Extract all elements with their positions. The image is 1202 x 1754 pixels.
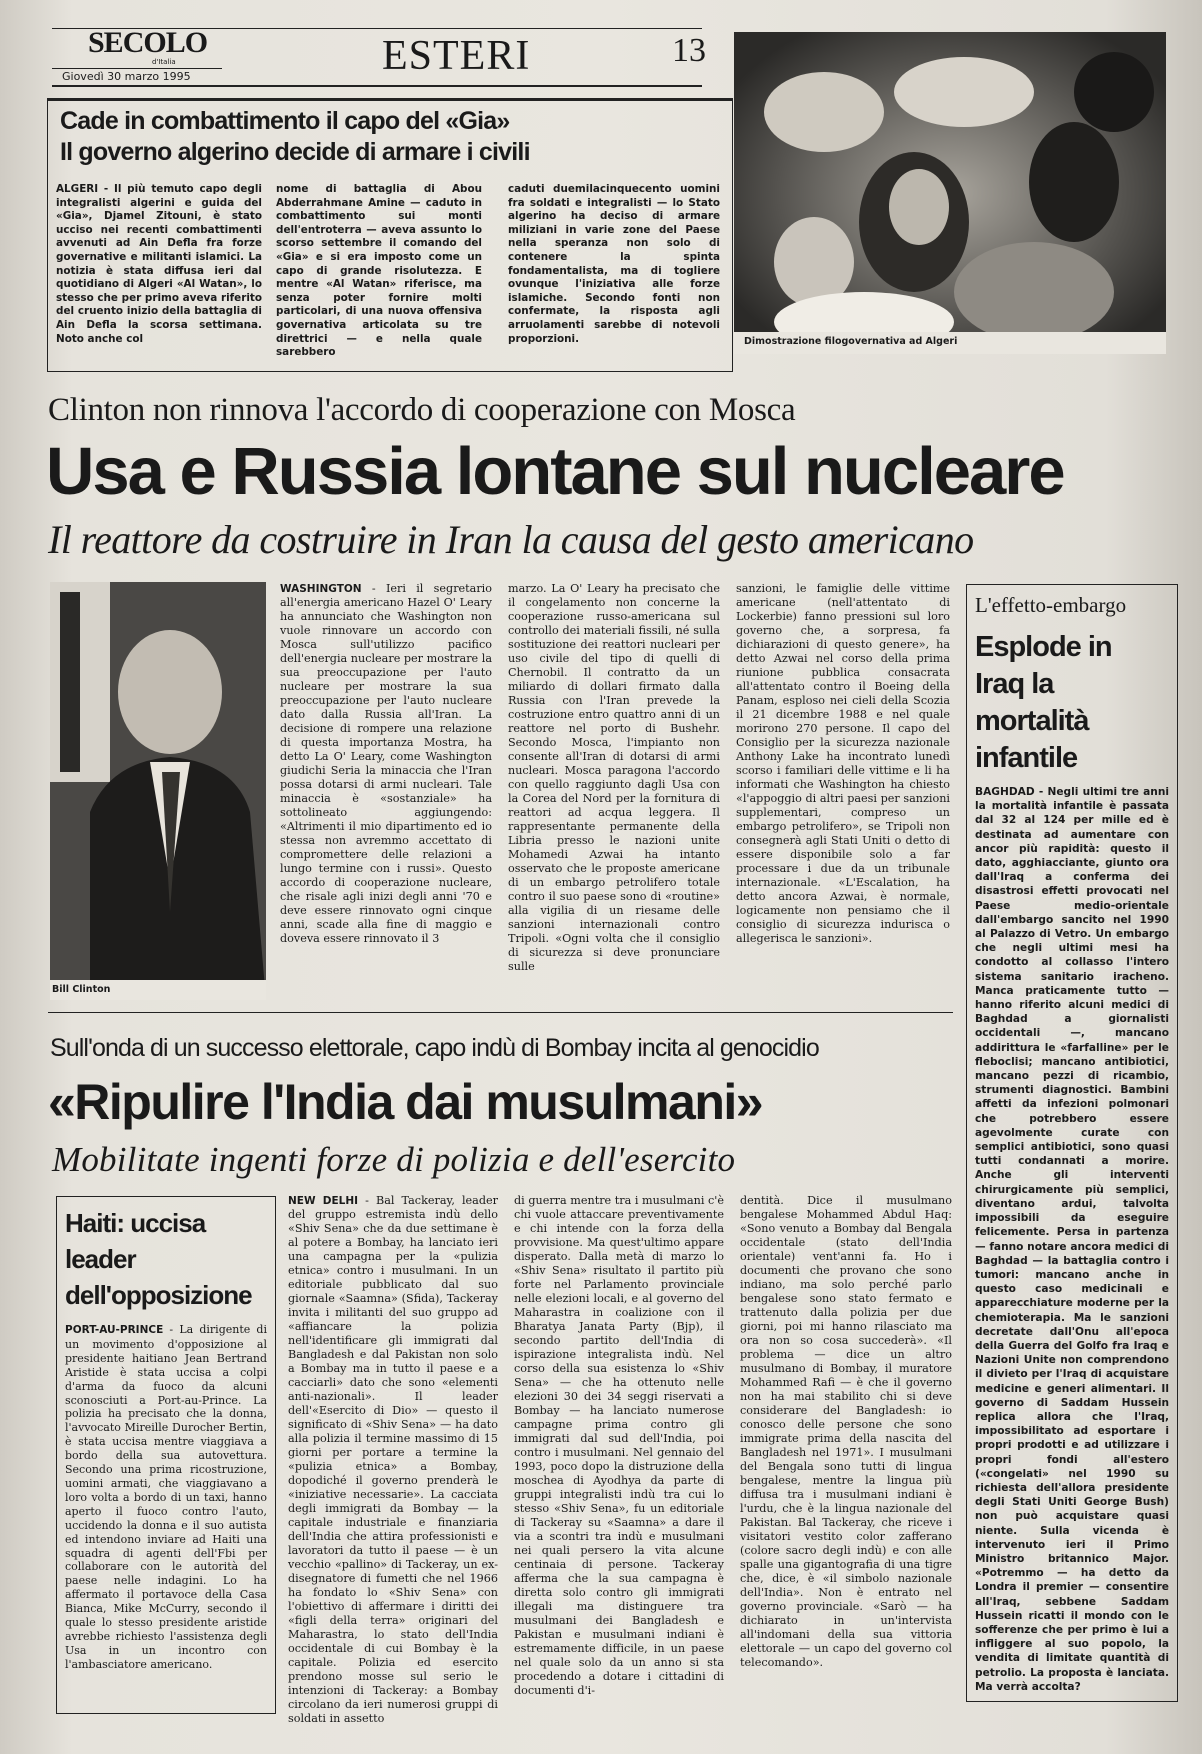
india-col3: dentità. Dice il musulmano bengalese Mohammed Abdul Haq: «Sono venuto a Bombay dal Bengala occidentale (stato dell'India orientale) vent'anni fa. Ho i documenti che provano che sono indiano, ma solo perché parlo bengalese sono stato fermato e trattenuto dalla polizia per due giorni, poi mi hanno rilasciato ma ora non so cosa succederà». «Il problema — dice un altro musulmano di Bombay, il muratore Mohammed Rafi — è che il governo non ha mai stabilito chi si deve considerare del Bangladesh: io conosco delle persone che sono immigrate prima della nascita del Bangladesh nel 1971». I musulmani del Bengala sono tutti di lingua bengalese, mentre la lingua più diffusa tra i musulmani indiani è l'urdu, che è la lingua nazionale del Pakistan. Bal Tackeray, che riceve i visitatori vestito color zafferano (colore sacro degli indù) e con alle spalle una gigantografia di una tigre che, dice, è «il simbolo nazionale dell'India». Non è entrato nel governo provinciale. «Sarò — ha dichiarato in un'intervista all'indomani della sua vittoria elettorale — un capo del governo col telecomando». [740,1194,952,1669]
gia-lead: ALGERI [56,183,99,195]
masthead-logo-sub: d'Italia [152,58,176,66]
newspaper-page: SECOLO d'Italia Giovedì 30 marzo 1995 ESTERI 13 Cade in combattimento il capo del «Gia» Il governo algerino decide di armare i civili ALGERI - Il più temuto capo degli integralisti algerini e guida del «Gia», Djamel Zitouni, è stato ucciso nei recenti combattimenti avvenuti ad Ain Defla fra forze governative e militanti islamici. La notizia è stata diffusa ieri dal quotidiano di Algeri «Al Watan», lo stesso che per primo aveva riferito del cruento inizio della battaglia di Ain Defla la scorsa settimana. Noto anche col nome di battaglia di Abou Abderrahmane Amine — caduto in combattimento sui monti dell'entroterra — aveva assunto lo scorso settembre il comando del «Gia» e si era imposto come un capo di grande risolutezza. E mentre «Al Watan» riferisce, ma senza poter fornire molti particolari, di una nuova offensiva governativa articolata su tre direttrici — e nella quale sarebbero caduti duemilacinquecento uomini fra soldati e integralisti — lo Stato algerino ha deciso di armare miliziani in varie zone del Paese nella speranza non solo di contenere la spinta fondamentalista, ma di togliere ovunque l'iniziativa alle forze islamiche. Secondo fonti non confermate, la risposta agli arruolamenti sarebbe di notevoli proporzioni. Dimostrazione filogovernativa ad Algeri Clinton non rinnova l'accordo di cooperazione con Mosca Usa e Russia lontane sul nucleare Il reattore da costruire in Iran la causa del gesto americano Bill Clinton WASHINGTON - Ieri il segretario all'energia americano Hazel O' Leary ha annunciato che Washington non vuole rinnovare un accordo con Mosca sull'utilizzo pacifico dell'energia nucleare per mostrare la sua preoccupazione per l'auto nucleare per mostrare la sua preoccupazione per l'auto nucleare dato dalla Russia all'Iran. La decisione di rompere una relazione di questa importanza Mostra, ha detto La O' Leary, come Washington giudichi Seria la minaccia che l'Iran possa dotarsi di armi nucleari. Tale minaccia è «sostanziale» ha sottolineato aggiungendo: «Altrimenti il mio dipartimento ed io stessa non avremmo accettato di compromettere delle relazioni a lungo termine con i russi». Questo accordo di cooperazione nucleare, che risale agli inizi degli anni '70 e deve essere rinnovato ogni cinque anni, scade alla fine di maggio e doveva essere rinnovato il 3 marzo. La O' Leary ha precisato che il congelamento non concerne la cooperazione russo-americana sul controllo dei materiali fissili, né sulla sostituzione dei reattori nucleari per uso civile del tipo di quelli di Chernobil. Il contratto da un miliardo di dollari firmato dalla Russia con l'Iran prevede la costruzione entro quattro anni di un reattore nel porto di Bushehr. Secondo Mosca, l'impianto non consente all'Iran di dotarsi di armi nucleari. Mosca paragona l'accordo con quello raggiunto dagli Usa con la Corea del Nord per la fornitura di reattori ad acqua leggera. Il rappresentante permanente della Libria presso le nazioni unite Mohamedi Azwai ha intanto osservato che le proposte americane di un embargo petrolifero totale contro il suo paese sono di «routine» alla vigilia di un riesame delle sanzioni internazionali contro Tripoli. «Ogni volta che il consiglio di sicurezza si deve pronunciare sulle sanzioni, le famiglie delle vittime americane (nell'attentato di Lockerbie) fanno pressioni sul loro governo che, a sorpresa, fa dichiarazioni di questo genere», ha detto Azwai nel corso della prima riunione pubblica consacrata all'attentato contro il Boeing della Panam, esploso nei cieli della Scozia il 21 dicembre 1988 e nel quale morirono 270 persone. Il capo del Consiglio per la sicurezza nazionale Anthony Lake ha incontrato lunedì scorso i familiari delle vittime e li ha informati che Washington ha chiesto «l'appoggio di altri paesi per sanzioni supplementari, compreso un embargo petrolifero», se Tripoli non consegnerà agli Stati Uniti o detto di essere disponibile solo a far processare i due da un tribunale internazionale. «L'Escalation, ha detto ancora Azwai, è normale, logicamente non pensiamo che il consiglio di sicurezza indurisca o allegerisca le sanzioni». L'effetto-embargo Esplode in Iraq la mortalità infantile BAGHDAD - Negli ultimi tre anni la mortalità infantile è passata dal 32 al 124 per mille ed è destinata ad aumentare con ancor più rapidità: questo il dato, agghiacciante, giunto ora dall'Iraq a conferma dei disastrosi effetti provocati nel Paese medio-orientale dall'embargo sancito nel 1990 al Palazzo di Vetro. Un embargo che negli ultimi mesi ha condotto al collasso l'intero sistema sanitario iracheno. Manca praticamente tutto — hanno riferito alcuni medici di Baghdad a giornalisti occidentali —, mancano addirittura le «farfalline» per le fleboclisi; mancano antibiotici, mancano pezzi di ricambio, strumenti diagnostici. Bambini affetti da infezioni polmonari che potrebbero essere agevolmente curate con semplici antibiotici, sono quasi tutti condannati a morire. Anche gli interventi chirurgicamente più semplici, diventano ardui, talvolta impossibili da eseguire felicemente. Persa in partenza — fanno notare ancora medici di Baghdad — la battaglia contro i tumori: mancano anche in questo caso medicinali e apparecchiature moderne per la chemioterapia. Ma le sanzioni decretate dall'Onu all'epoca della Guerra del Golfo fra Iraq e Nazioni Unite non comprendono il divieto per l'Iraq di acquistare medicine e generi alimentari. Il governo di Saddam Hussein replica allora che l'Iraq, impossibilitato ad esportare i propri prodotti e ad utilizzare i propri fondi all'estero («congelati» nel 1990 su richiesta dell'allora presidente degli Stati Uniti George Bush) non può acquistare quasi niente. Sulla vicenda è intervenuto ieri il Primo Ministro britannico Major. «Potremmo — ha detto da Londra il premier — consentire all'Iraq, sebbene Saddam Hussein ricatti il mondo con le sofferenze che per primo è lui a infliggere al suo popolo, la vendita di limitate quantità di petrolio. La proposta è lanciata. Ma verrà accolta? Sull'onda di un successo elettorale, capo indù di Bombay incita al genocidio «Ripulire l'India dai musulmani» Mobilitate ingenti forze di polizia e dell'esercito NEW DELHI - Bal Tackeray, leader del gruppo estremista indù dello «Shiv Sena» che da due settimane è al potere a Bombay, ha lanciato ieri una campagna per la «pulizia etnica» contro i musulmani. In un editoriale pubblicato dal suo giornale «Saamna» (Sfida), Tackeray invita i militanti del suo gruppo ad «affiancare la polizia nell'identificare gli immigrati dal Bangladesh e dal Pakistan non solo a Bombay ma in tutto il paese e a cacciarli» dato che sono «elementi anti-nazionali». Il leader dell'«Esercito di Dio» — questo il significato di «Shiv Sena» — ha dato alla polizia il termine massimo di 15 giorni per portare a termine la «pulizia etnica» a Bombay, dopodiché il governo prenderà le «iniziative necessarie». La cacciata degli immigrati da Bombay — la capitale industriale e finanziaria dell'India che attira professionisti e lavoratori da tutto il paese — è un vecchio «pallino» di Tackeray, un ex-disegnatore di fumetti che nel 1966 ha fondato lo «Shiv Sena» con l'obiettivo di affermare i diritti dei «figli della terra» originari del Maharastra, lo stato dell'India occidentale di cui Bombay è la capitale. Polizia ed esercito prendono mosse sul serio le intenzioni di Tackeray: a Bombay circolano da ieri numerosi gruppi di soldati in assetto di guerra mentre tra i musulmani c'è chi vuole attaccare preventivamente e chi intende con la forza della provvisione. Ma quest'ultimo appare disperato. Dalla metà di marzo lo «Shiv Sena» risultato il partito più forte nel Parlamento provinciale nelle elezioni locali, e al governo del Maharastra in coalizione con il Bharatya Janata Party (Bjp), il secondo partito dell'India di ispirazione integralista indù. Nel corso della sua esistenza lo «Shiv Sena» — che ha ottenuto nelle elezioni 30 dei 34 seggi riservati a Bombay — ha lanciato numerose campagne prima contro gli immigrati dal sud dell'India, poi contro i musulmani. Nel gennaio del 1993, poco dopo la distruzione della moschea di Ayodhya da parte di gruppi integralisti indù tra cui lo stesso «Shiv Sena», fu un editoriale di Tackeray su «Saamna» a dare il via a scontri tra indù e musulmani nei quali persero la vita alcune centinaia di persone. Tackeray afferma che la sua campagna è diretta solo contro gli immigrati illegali ma distinguere tra musulmani dei Bangladesh e Pakistan e musulmani indiani è estremamente difficile, in un paese nel quale solo da un anno si sta procedendo a dotare i cittadini di documenti d'i- dentità. Dice il musulmano bengalese Mohammed Abdul Haq: «Sono venuto a Bombay dal Bengala occidentale (stato dell'India orientale) vent'anni fa. Ho i documenti che provano che sono indiano, ma solo perché parlo bengalese sono stato fermato e trattenuto dalla polizia per due giorni, poi mi hanno rilasciato ma ora non so cosa succederà». «Il problema — dice un altro musulmano di Bombay, il muratore Mohammed Rafi — è che il governo non ha mai stabilito chi si deve considerare del Bangladesh: io conosco delle persone che sono immigrate prima della nascita del Bangladesh nel 1971». I musulmani del Bengala sono tutti di lingua bengalese, mentre la lingua più diffusa tra i musulmani indiani è l'urdu, che è la lingua nazionale del Pakistan. Bal Tackeray, che riceve i visitatori vestito color zafferano (colore sacro degli indù) e con alle spalle una gigantografia di una tigre che, dice, è «il simbolo nazionale dell'India». Non è entrato nel governo provinciale. «Sarò — ha dichiarato in un'intervista all'indomani della sua vittoria elettorale — un capo del governo col telecomando». Haiti: uccisa leader dell'opposizione PORT-AU-PRINCE - La dirigente di un movimento d'opposizione al presidente haitiano Jean Bertrand Aristide è stata uccisa a colpi d'arma da fuoco da alcuni sconosciuti a Port-au-Prince. La polizia ha precisato che la donna, l'avvocato Mireille Durocher Bertin, è stata uccisa mentre viaggiava a bordo della sua autovettura. Secondo una prima ricostruzione, uomini armati, che viaggiavano a loro volta a bordo di un taxi, hanno aperto il fuoco contro l'auto, uccidendo la donna e il suo autista ed intendono inviare ad Haiti una squadra di agenti dell'Fbi per collaborare con le autorità del paese nelle indagini. Lo ha affermato il portavoce della Casa Bianca, Mike McCurry, secondo il quale lo stesso presidente aristide avrebbe richiesto l'assistenza degli Usa in un incontro con l'ambasciatore americano. [0,0,1202,1754]
india-col1: Bal Tackeray, leader del gruppo estremista indù dello «Shiv Sena» che da due settimane è al potere a Bombay, ha lanciato ieri una campagna per la «pulizia etnica» contro i musulmani. In un editoriale pubblicato dal suo giornale «Saamna» (Sfida), Tackeray invita i militanti del suo gruppo ad «affiancare la polizia nell'identificare gli immigrati dal Bangladesh e dal Pakistan non solo a Bombay ma in tutto il paese e a cacciarli» dato che sono «elementi anti-nazionali». Il leader dell'«Esercito di Dio» — questo il significato di «Shiv Sena» — ha dato alla polizia il termine massimo di 15 giorni per portare a termine la «pulizia etnica» a Bombay, dopodiché il governo prenderà le «iniziative necessarie». La cacciata degli immigrati da Bombay — la capitale industriale e finanziaria dell'India che attira professionisti e lavoratori da tutto il paese — è un vecchio «pallino» di Tackeray, un ex-disegnatore di fumetti che nel 1966 ha fondato lo «Shiv Sena» con l'obiettivo di affermare i diritti dei «figli della terra» originari del Maharastra, lo stato dell'India occidentale di cui Bombay è la capitale. Polizia ed esercito prendono mosse sul serio le intenzioni di Tackeray: a Bombay circolano da ieri numerosi gruppi di soldati in assetto [288,1194,498,1725]
page-number: 13 [672,32,706,69]
algiers-demonstration-photo [734,32,1166,354]
gia-col1: Il più temuto capo degli integralisti algerini e guida del «Gia», Djamel Zitouni, è stato ucciso nei recenti combattimenti avvenuti ad Ain Defla fra forze governative e militanti islamici. La notizia è stata diffusa ieri dal quotidiano di Algeri «Al Watan», lo stesso che per primo aveva riferito del cruento inizio della battaglia di Ain Defla la scorsa settimana. Noto anche col [56,183,262,345]
clinton-image [50,582,266,1000]
bill-clinton-photo [50,582,266,1000]
iraq-sidebar: L'effetto-embargo Esplode in Iraq la mortalità infantile BAGHDAD - Negli ultimi tre anni la mortalità infantile è passata dal 32 al 124 per mille ed è destinata ad aumentare con ancor più rapidità: questo il dato, agghiacciante, giunto ora dall'Iraq a conferma dei disastrosi effetti provocati nel Paese medio-orientale dall'embargo sancito nel 1990 al Palazzo di Vetro. Un embargo che negli ultimi mesi ha condotto al collasso l'intero sistema sanitario iracheno. Manca praticamente tutto — hanno riferito alcuni medici di Baghdad a giornalisti occidentali —, mancano addirittura le «farfalline» per le fleboclisi; mancano antibiotici, mancano pezzi di ricambio, strumenti diagnostici. Bambini affetti da infezioni polmonari che potrebbero essere agevolmente curate con semplici antibiotici, sono quasi tutti condannati a morire. Anche gli interventi chirurgicamente più semplici, diventano ardui, talvolta impossibili da eseguire felicemente. Persa in partenza — fanno notare ancora medici di Baghdad — la battaglia contro i tumori: mancano anche in questo caso medicinali e apparecchiature moderne per la chemioterapia. Ma le sanzioni decretate dall'Onu all'epoca della Guerra del Golfo fra Iraq e Nazioni Unite non comprendono il divieto per l'Iraq di acquistare medicine e generi alimentari. Il governo di Saddam Hussein replica allora che l'Iraq, impossibilitato ad esportare i propri prodotti e ad utilizzare i propri fondi all'estero («congelati» nel 1990 su richiesta dell'allora presidente degli Stati Uniti George Bush) non può acquistare quasi niente. Sulla vicenda è intervenuto ieri il Primo Ministro britannico Major. «Potremmo — ha detto da Londra il premier — consentire all'Iraq, sebbene Saddam Hussein ricatti il mondo con le sofferenze che per primo è lui a infliggere al suo popolo, la vendita di limitate quantità di petrolio. La proposta è lanciata. Ma verrà accolta? [966,584,1178,1702]
nuclear-col3: sanzioni, le famiglie delle vittime americane (nell'attentato di Lockerbie) fanno pressioni sul loro governo che, a sorpresa, fa dichiarazioni di questo genere», ha detto Azwai nel corso della prima riunione pubblica consacrata all'attentato contro il Boeing della Panam, esploso nei cieli della Scozia il 21 dicembre 1988 e nel quale morirono 270 persone. Il capo del Consiglio per la sicurezza nazionale Anthony Lake ha incontrato lunedì scorso i familiari delle vittime e li ha informati che Washington ha chiesto «l'appoggio di altri paesi per sanzioni supplementari, compreso un embargo petrolifero», se Tripoli non consegnerà agli Stati Uniti o detto di essere disponibile solo a far processare i due da un tribunale internazionale. «L'Escalation, ha detto ancora Azwai, è normale, logicamente non pensiamo che il consiglio di sicurezza indurisca o allegerisca le sanzioni». [736,582,950,945]
india-subhead: Mobilitate ingenti forze di polizia e dell'esercito [52,1140,736,1179]
masthead-date: Giovedì 30 marzo 1995 [62,70,191,83]
masthead-logo: SECOLO [88,26,208,59]
clinton-photo-caption: Bill Clinton [52,984,111,995]
india-kicker: Sull'onda di un successo elettorale, capo indù di Bombay incita al genocidio [50,1034,819,1062]
gia-article: Cade in combattimento il capo del «Gia» Il governo algerino decide di armare i civili ALGERI - Il più temuto capo degli integralisti algerini e guida del «Gia», Djamel Zitouni, è stato ucciso nei recenti combattimenti avvenuti ad Ain Defla fra forze governative e militanti islamici. La notizia è stata diffusa ieri dal quotidiano di Algeri «Al Watan», lo stesso che per primo aveva riferito del cruento inizio della battaglia di Ain Defla la scorsa settimana. Noto anche col nome di battaglia di Abou Abderrahmane Amine — caduto in combattimento sui monti dell'entroterra — aveva assunto lo scorso settembre il comando del «Gia» e si era imposto come un capo di grande risolutezza. E mentre «Al Watan» riferisce, ma senza poter fornire molti particolari, di una nuova offensiva governativa articolata su tre direttrici — e nella quale sarebbero caduti duemilacinquecento uomini fra soldati e integralisti — lo Stato algerino ha deciso di armare miliziani in varie zone del Paese nella speranza non solo di contenere la spinta fondamentalista, ma di togliere ovunque l'iniziativa alle forze islamiche. Secondo fonti non confermate, la risposta agli arruolamenti sarebbe di notevoli proporzioni. [47,98,733,372]
india-lead: NEW DELHI [288,1195,359,1207]
nuclear-subhead: Il reattore da costruire in Iran la causa del gesto americano [48,517,974,562]
nuclear-headline: Usa e Russia lontane sul nucleare [46,434,1064,509]
nuclear-col2: marzo. La O' Leary ha precisato che il congelamento non concerne la cooperazione russo-americana sul controllo dei materiali fissili, né sulla sostituzione dei reattori nucleari per uso civile del tipo di quelli di Chernobil. Il contratto da un miliardo di dollari firmato dalla Russia con l'Iran prevede la costruzione entro quattro anni di un reattore nel porto di Bushehr. Secondo Mosca, l'impianto non consente all'Iran di dotarsi di armi nucleari. Mosca paragona l'accordo con quello raggiunto dagli Usa con la Corea del Nord per la fornitura di reattori ad acqua leggera. Il rappresentante permanente della Libria presso le nazioni unite Mohamedi Azwai ha intanto osservato che le proposte americane di un embargo petrolifero totale contro il suo paese sono di «routine» alla vigilia di un riesame delle sanzioni internazionali contro Tripoli. «Ogni volta che il consiglio di sicurezza si deve pronunciare sulle [508,582,720,973]
india-headline: «Ripulire l'India dai musulmani» [48,1074,763,1130]
haiti-article: Haiti: uccisa leader dell'opposizione PORT-AU-PRINCE - La dirigente di un movimento d'opposizione al presidente haitiano Jean Bertrand Aristide è stata uccisa a colpi d'arma da fuoco da alcuni sconosciuti a Port-au-Prince. La polizia ha precisato che la donna, l'avvocato Mireille Durocher Bertin, è stata uccisa mentre viaggiava a bordo della sua autovettura. Secondo una prima ricostruzione, uomini armati, che viaggiavano a loro volta a bordo di un taxi, hanno aperto il fuoco contro l'auto, uccidendo la donna e il suo autista ed intendono inviare ad Haiti una squadra di agenti dell'Fbi per collaborare con le autorità del paese nelle indagini. Lo ha affermato il portavoce della Casa Bianca, Mike McCurry, secondo il quale lo stesso presidente aristide avrebbe richiesto l'assistenza degli Usa in un incontro con l'ambasciatore americano. [56,1196,276,1714]
section-title: ESTERI [382,33,531,79]
nuclear-lead: WASHINGTON [280,583,362,595]
haiti-headline: Haiti: uccisa leader dell'opposizione [65,1208,252,1310]
haiti-text: La dirigente di un movimento d'opposizione al presidente haitiano Jean Bertrand Aristide è stata uccisa a colpi d'arma da fuoco da alcuni sconosciuti a Port-au-Prince. La polizia ha precisato che la donna, l'avvocato Mireille Durocher Bertin, è stata uccisa mentre viaggiava a bordo della sua autovettura. Secondo una prima ricostruzione, uomini armati, che viaggiavano a loro volta a bordo di un taxi, hanno aperto il fuoco contro l'auto, uccidendo la donna e il suo autista ed intendono inviare ad Haiti una squadra di agenti dell'Fbi per collaborare con le autorità del paese nelle indagini. Lo ha affermato il portavoce della Casa Bianca, Mike McCurry, secondo il quale lo stesso presidente aristide avrebbe richiesto l'assistenza degli Usa in un incontro con l'ambasciatore americano. [65,1323,267,1671]
iraq-kicker: L'effetto-embargo [975,593,1127,617]
iraq-lead: BAGHDAD [975,786,1035,798]
gia-headline-1: Cade in combattimento il capo del «Gia» [60,107,510,135]
nuclear-col1: Ieri il segretario all'energia americano Hazel O' Leary ha annunciato che Washington non vuole rinnovare un accordo con Mosca sull'utilizzo pacifico dell'energia nucleare per mostrare la sua preoccupazione per l'auto nucleare per mostrare la sua preoccupazione per l'auto nucleare dato dalla Russia all'Iran. La decisione di rompere una relazione di questa importanza Mostra, ha detto La O' Leary, come Washington giudichi Seria la minaccia che l'Iran possa dotarsi di armi nucleari. Tale minaccia è «sostanziale» ha sottolineato aggiungendo: «Altrimenti il mio dipartimento ed io stessa non avremmo accettato di compromettere delle relazioni a lungo termine con i russi». Questo accordo di cooperazione nucleare, che risale agli inizi degli anni '70 e deve essere rinnovato ogni cinque anni, scade alla fine di maggio e doveva essere rinnovato il 3 [280,582,492,945]
gia-col2: nome di battaglia di Abou Abderrahmane Amine — caduto in combattimento sui monti dell'entroterra — aveva assunto lo scorso settembre il comando del «Gia» e si era imposto come un capo di grande risolutezza. E mentre «Al Watan» riferisce, ma senza poter fornire molti particolari, di una nuova offensiva governativa articolata su tre direttrici — e nella quale sarebbero [276,183,482,359]
gia-headline-2: Il governo algerino decide di armare i civili [60,138,530,166]
iraq-headline: Esplode in Iraq la mortalità infantile [975,631,1112,774]
iraq-text: Negli ultimi tre anni la mortalità infantile è passata dal 32 al 124 per mille ed è destinata ad aumentare con ancor più rapidità: questo il dato, agghiacciante, giunto ora dall'Iraq a conferma dei disastrosi effetti provocati nel Paese medio-orientale dall'embargo sancito nel 1990 al Palazzo di Vetro. Un embargo che negli ultimi mesi ha condotto al collasso l'intero sistema sanitario iracheno. Manca praticamente tutto — hanno riferito alcuni medici di Baghdad a giornalisti occidentali —, mancano addirittura le «farfalline» per le fleboclisi; mancano antibiotici, mancano pezzi di ricambio, strumenti diagnostici. Bambini affetti da infezioni polmonari che potrebbero essere agevolmente curate con semplici antibiotici, sono quasi tutti condannati a morire. Anche gli interventi chirurgicamente più semplici, diventano ardui, talvolta impossibili da eseguire felicemente. Persa in partenza — fanno notare ancora medici di Baghdad — la battaglia contro i tumori: mancano anche in questo caso medicinali e apparecchiature moderne per la chemioterapia. Ma le sanzioni decretate dall'Onu all'epoca della Guerra del Golfo fra Iraq e Nazioni Unite non comprendono il divieto per l'Iraq di acquistare medicine e generi alimentari. Il governo di Saddam Hussein replica allora che l'Iraq, impossibilitato ad esportare i propri prodotti e ad utilizzare i propri fondi all'estero («congelati» nel 1990 su richiesta dell'allora presidente degli Stati Uniti George Bush) non può acquistare quasi niente. Sulla vicenda è intervenuto ieri il Primo Ministro britannico Major. «Potremmo — ha detto da Londra il premier — consentire all'Iraq, sebbene Saddam Hussein ricatti il mondo con le sofferenze che per primo è lui a infliggere al suo popolo, la vendita di limitate quantità di petrolio. La proposta è lanciata. Ma verrà accolta? [975,786,1169,1693]
crowd-image [734,32,1166,354]
nuclear-kicker: Clinton non rinnova l'accordo di cooperazione con Mosca [48,392,796,428]
gia-col3: caduti duemilacinquecento uomini fra soldati e integralisti — lo Stato algerino ha deciso di armare miliziani in varie zone del Paese nella speranza non solo di contenere la spinta fondamentalista, ma di togliere ovunque l'iniziativa alle forze islamiche. Secondo fonti non confermate, la risposta agli arruolamenti sarebbe di notevoli proporzioni. [508,183,720,345]
india-col2: di guerra mentre tra i musulmani c'è chi vuole attaccare preventivamente e chi intende con la forza della provvisione. Ma quest'ultimo appare disperato. Dalla metà di marzo lo «Shiv Sena» risultato il partito più forte nel Parlamento provinciale nelle elezioni locali, e al governo del Maharastra in coalizione con il Bharatya Janata Party (Bjp), il secondo partito dell'India di ispirazione integralista indù. Nel corso della sua esistenza lo «Shiv Sena» — che ha ottenuto nelle elezioni 30 dei 34 seggi riservati a Bombay — ha lanciato numerose campagne prima contro gli immigrati dal sud dell'India, poi contro i musulmani. Nel gennaio del 1993, poco dopo la distruzione della moschea di Ayodhya da parte di gruppi integralisti indù tra cui lo stesso «Shiv Sena», fu un editoriale di Tackeray su «Saamna» a dare il via a scontri tra indù e musulmani nei quali persero la vita alcune centinaia di persone. Tackeray afferma che la sua campagna è diretta solo contro gli immigrati illegali ma distinguere tra musulmani dei Bangladesh e Pakistan e musulmani indiani è estremamente difficile, in un paese nel quale solo da un anno si sta procedendo a dotare i cittadini di documenti d'i- [514,1194,724,1697]
haiti-lead: PORT-AU-PRINCE [65,1324,164,1336]
algiers-photo-caption: Dimostrazione filogovernativa ad Algeri [744,336,958,347]
